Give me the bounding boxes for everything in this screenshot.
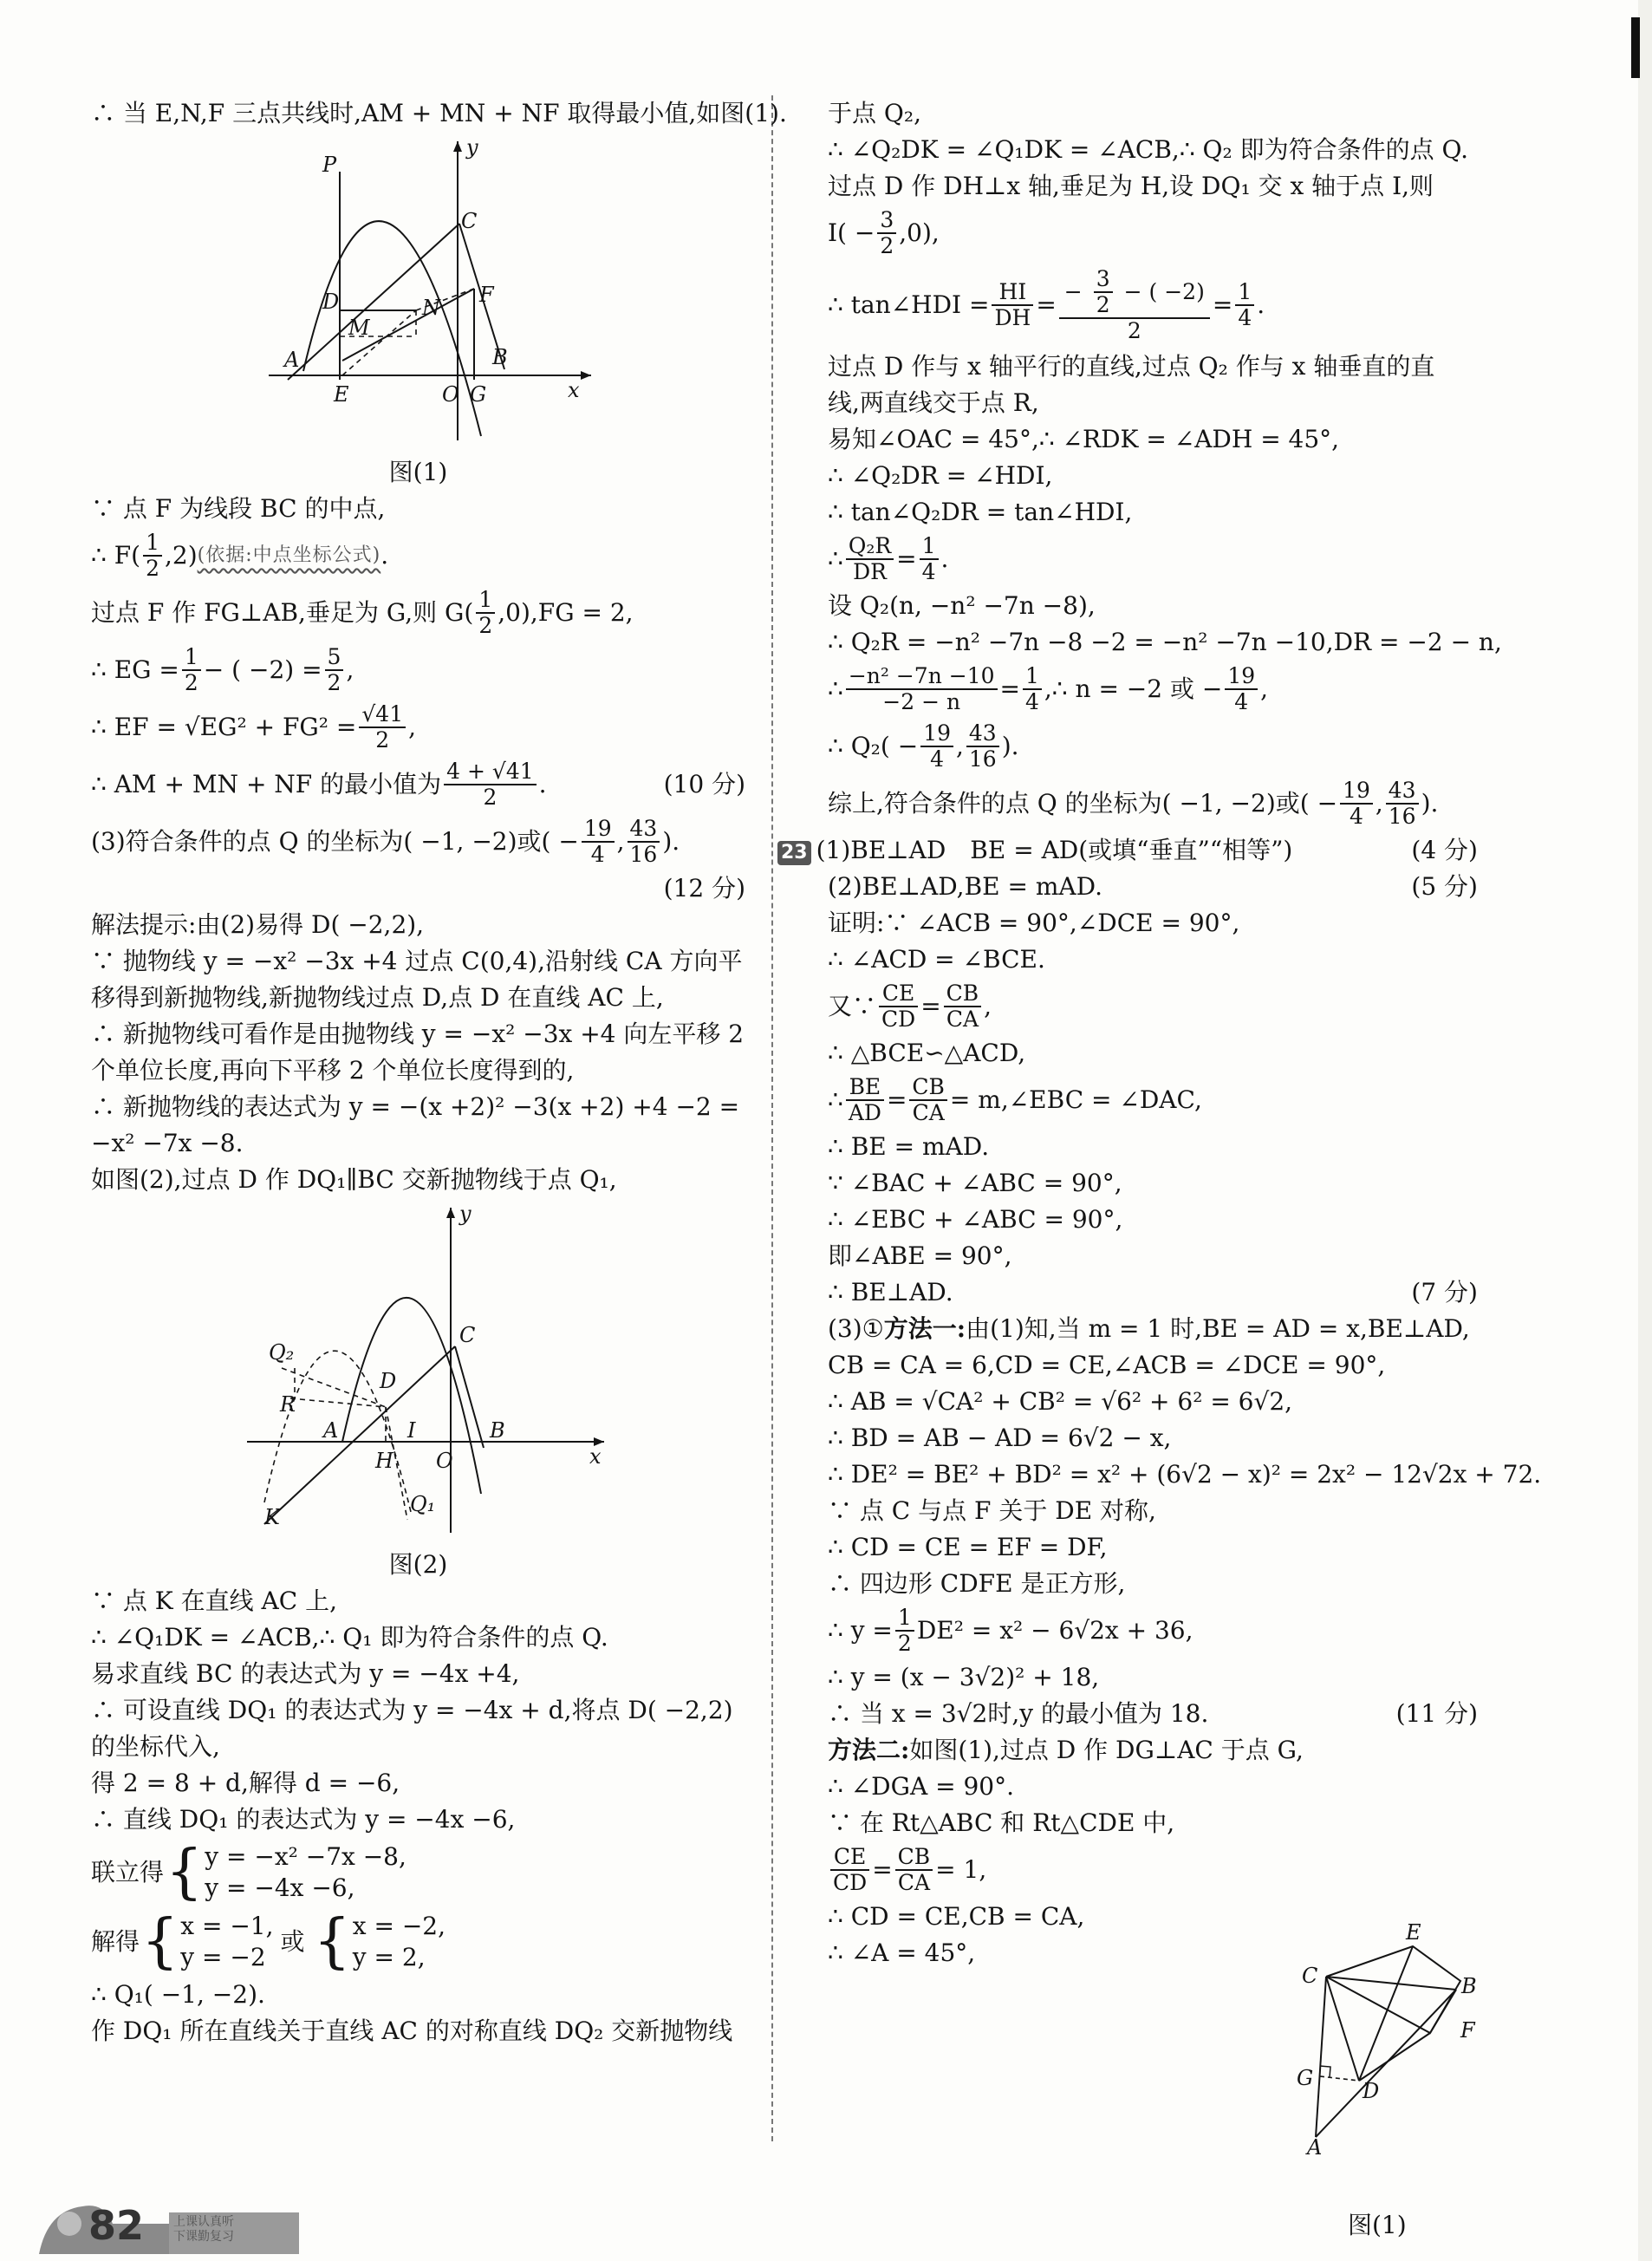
footer-brand — [173, 2215, 234, 2245]
numerator: 3 — [1094, 267, 1113, 293]
denominator: 2 — [478, 613, 493, 638]
fraction — [877, 208, 896, 258]
text: 或 — [280, 1927, 305, 1956]
annotation-note: (依据:中点坐标公式) — [197, 544, 381, 566]
numerator: 1 — [182, 645, 201, 671]
text-line: 易求直线 BC 的表达式为 y = −4x +4, — [91, 1659, 520, 1688]
text-line: 个单位长度,再向下平移 2 个单位长度得到的, — [91, 1056, 575, 1085]
text-line: ∴ 可设直线 DQ₁ 的表达式为 y = −4x + d,将点 D( −2,2) — [91, 1696, 733, 1724]
formula-line — [828, 262, 1478, 349]
numerator: √41 — [359, 702, 406, 728]
text: = — [886, 1085, 907, 1114]
denominator: 2 — [327, 670, 341, 695]
denominator: 4 — [930, 746, 945, 772]
text: ∴ BE⊥AD. — [828, 1278, 953, 1306]
text-line: ∴ CD = CE = EF = DF, — [828, 1533, 1108, 1561]
numerator: 1 — [143, 531, 162, 557]
denominator: CD — [881, 1007, 916, 1032]
text-line: ∴ ∠A = 45°, — [828, 1938, 976, 1967]
fraction — [966, 721, 999, 772]
label-K: K — [264, 1505, 280, 1529]
text: 过点 F 作 FG⊥AB,垂足为 G,则 G( — [91, 598, 474, 627]
label-C: C — [1302, 1964, 1318, 1988]
label-C: C — [459, 1323, 476, 1347]
text: ,∴ n = −2 或 − — [1044, 674, 1223, 703]
text-line: 的坐标代入, — [91, 1732, 220, 1761]
denominator: 2 — [897, 1631, 912, 1656]
text: ∴ tan∠HDI = — [828, 290, 990, 319]
denominator: 16 — [1388, 804, 1416, 829]
figure-2 — [247, 1203, 611, 1541]
score-label: (4 分) — [1411, 836, 1478, 864]
formula-line — [828, 1602, 1478, 1659]
label-O: O — [436, 1449, 453, 1473]
denominator: 2 — [375, 727, 390, 753]
text-line: ∴ 新抛物线的表达式为 y = −(x +2)² −3(x +2) +4 −2 = — [91, 1092, 740, 1121]
page-number: 82 — [88, 2202, 145, 2249]
denominator: 2 — [880, 233, 894, 258]
text-line: −x² −7x −8. — [91, 1129, 244, 1157]
text-line: 得 2 = 8 + d,解得 d = −6, — [91, 1769, 400, 1797]
denominator: 4 — [921, 559, 936, 584]
text: ∴ — [828, 1085, 843, 1114]
fraction — [143, 531, 162, 581]
fraction — [582, 817, 615, 867]
numerator: 1 — [1235, 280, 1254, 306]
numerator: CE — [830, 1845, 869, 1871]
text: , — [1260, 674, 1269, 703]
text: . — [940, 544, 949, 573]
text-line: ∵ 抛物线 y = −x² −3x +4 过点 C(0,4),沿射线 CA 方向平 — [91, 947, 743, 975]
text-line: 作 DQ₁ 所在直线关于直线 AC 的对称直线 DQ₂ 交新抛物线 — [91, 2017, 733, 2045]
text: − — [1063, 279, 1083, 304]
label-Q2: Q₂ — [269, 1340, 295, 1365]
equation-system — [91, 1838, 745, 1907]
text-line: 过点 D 作与 x 轴平行的直线,过点 Q₂ 作与 x 轴垂直的直 — [828, 352, 1435, 381]
numerator: CB — [895, 1845, 933, 1871]
text: , — [956, 732, 964, 760]
label-R: R — [280, 1392, 296, 1417]
text: , — [346, 655, 354, 684]
numerator: 43 — [628, 817, 660, 843]
denominator: DH — [994, 305, 1031, 330]
system — [312, 1907, 446, 1976]
numerator: 1 — [476, 588, 495, 614]
numerator: CB — [909, 1075, 947, 1101]
fraction — [359, 702, 406, 753]
text-line: ∴ 当 E,N,F 三点共线时,AM + MN + NF 取得最小值,如图(1). — [91, 99, 787, 127]
fraction — [1023, 664, 1042, 714]
denominator: 16 — [629, 842, 658, 867]
text: − ( −2) = — [203, 655, 322, 684]
text: 解得 — [91, 1927, 140, 1956]
label-x: x — [568, 378, 580, 402]
row: x = −1, — [180, 1912, 274, 1940]
fraction — [628, 817, 660, 867]
text-line: ∴ 新抛物线可看作是由抛物线 y = −x² −3x +4 向左平移 2 — [91, 1020, 745, 1048]
fraction — [895, 1606, 914, 1656]
text-line: 于点 Q₂, — [828, 99, 921, 127]
numerator: 1 — [1023, 664, 1042, 690]
denominator: 16 — [968, 746, 997, 772]
formula-line — [91, 813, 745, 870]
label-B: B — [492, 345, 508, 369]
label-B: B — [490, 1418, 505, 1443]
text: ∴ EG = — [91, 655, 179, 684]
numerator — [1059, 267, 1210, 319]
fraction — [920, 721, 953, 772]
score-label: (7 分) — [1411, 1278, 1478, 1306]
label-C: C — [461, 209, 478, 233]
figure-1-caption: 图(1) — [388, 458, 448, 486]
text: ∴ Q₂( − — [828, 732, 919, 760]
denominator: 2 — [1096, 292, 1110, 317]
fraction — [476, 588, 495, 638]
text: = — [1036, 290, 1057, 319]
score-label: (11 分) — [1395, 1699, 1478, 1728]
brace-icon: { — [141, 1907, 179, 1976]
text-line: ∴ △BCE∽△ACD, — [828, 1039, 1026, 1067]
text: ). — [1001, 732, 1019, 760]
figure-3-caption: 图(1) — [1348, 2211, 1407, 2239]
text: ∴ F( — [91, 541, 141, 570]
fraction — [909, 1075, 947, 1125]
text: = — [999, 674, 1020, 703]
numerator: 19 — [1340, 779, 1373, 805]
system — [140, 1907, 274, 1976]
denominator: 4 — [1350, 804, 1363, 829]
numerator: BE — [846, 1075, 884, 1101]
label-D: D — [380, 1369, 397, 1393]
label-P: P — [322, 153, 337, 177]
brace-icon: { — [166, 1838, 204, 1906]
text-line: ∴ BE = mAD. — [828, 1132, 990, 1161]
figure-1 — [269, 137, 598, 449]
label-F: F — [1460, 2018, 1475, 2043]
label-I: I — [407, 1418, 416, 1443]
label-G: G — [1297, 2066, 1314, 2090]
text-line: ∴ BD = AB − AD = 6√2 − x, — [828, 1424, 1172, 1452]
text-line: CB = CA = 6,CD = CE,∠ACB = ∠DCE = 90°, — [828, 1351, 1386, 1379]
formula-line — [91, 584, 745, 642]
label-A: A — [284, 348, 300, 372]
text-line — [777, 832, 1478, 869]
denominator: 4 — [1024, 689, 1039, 714]
numerator: 1 — [920, 534, 939, 560]
text-line — [828, 1696, 1478, 1732]
text-line: ∴ ∠Q₂DK = ∠Q₁DK = ∠ACB,∴ Q₂ 即为符合条件的点 Q. — [828, 135, 1468, 164]
fraction — [846, 534, 894, 584]
text: ∴ EF = √EG² + FG² = — [91, 713, 357, 741]
text-line: ∴ AB = √CA² + CB² = √6² + 6² = 6√2, — [828, 1387, 1293, 1416]
text-line: ∴ DE² = BE² + BD² = x² + (6√2 − x)² = 2x² − 12√2x + 72. — [828, 1460, 1542, 1489]
label-Q1: Q₁ — [410, 1492, 436, 1516]
text-line: ∵ 点 F 为线段 BC 的中点, — [91, 494, 386, 523]
formula-line — [91, 642, 745, 699]
text-line: 证明:∵ ∠ACB = 90°,∠DCE = 90°, — [828, 909, 1240, 937]
row: y = 2, — [352, 1943, 426, 1971]
text-line — [828, 869, 1478, 905]
equation-system — [91, 1907, 745, 1977]
fraction — [846, 664, 998, 714]
fraction — [879, 981, 918, 1032]
text-line: ∴ 直线 DQ₁ 的表达式为 y = −4x −6, — [91, 1805, 516, 1834]
numerator: 3 — [877, 208, 896, 234]
label-B: B — [1461, 1974, 1477, 1998]
label-G: G — [470, 382, 487, 407]
numerator: 19 — [920, 721, 953, 747]
text: ,0), — [899, 218, 940, 247]
label-D: D — [1363, 2079, 1380, 2103]
fraction — [1225, 664, 1258, 714]
text-line: 移得到新抛物线,新抛物线过点 D,点 D 在直线 AC 上, — [91, 983, 664, 1012]
numerator: HI — [992, 280, 1033, 306]
text: . — [380, 541, 389, 570]
text: − ( −2) — [1123, 279, 1205, 304]
formula-line — [91, 527, 745, 584]
text-line: ∵ ∠BAC + ∠ABC = 90°, — [828, 1169, 1122, 1197]
text: , — [1375, 789, 1383, 818]
text: 由(1)知,当 m = 1 时,BE = AD = x,BE⊥AD, — [966, 1314, 1470, 1343]
label-y: y — [466, 137, 478, 160]
fraction — [1340, 779, 1373, 829]
score-label: (12 分) — [663, 874, 745, 902]
fraction — [944, 981, 982, 1032]
score-label: (10 分) — [663, 770, 745, 798]
denominator: CD — [833, 1870, 868, 1895]
fraction — [1059, 267, 1210, 343]
text: 如图(1),过点 D 作 DG⊥AC 于点 G, — [909, 1736, 1304, 1764]
denominator: CA — [912, 1100, 945, 1125]
method-label: 方法一: — [883, 1314, 966, 1343]
left-column — [91, 95, 787, 2049]
text: 又∵ — [828, 992, 877, 1020]
numerator: 5 — [325, 645, 344, 671]
text-line: ∴ ∠ACD = ∠BCE. — [828, 945, 1045, 974]
text-line — [828, 1274, 1478, 1311]
formula-line — [828, 775, 1478, 832]
denominator: AD — [848, 1100, 881, 1125]
label-O: O — [442, 382, 459, 407]
footer-mascot-icon — [30, 2193, 308, 2258]
text-line: ∴ ∠Q₂DR = ∠HDI, — [828, 461, 1053, 490]
text: (3)① — [828, 1314, 884, 1343]
text-line: 即∠ABE = 90°, — [828, 1241, 1012, 1270]
text: ∴ y = — [828, 1616, 893, 1645]
fraction — [992, 280, 1033, 330]
text: ,2) — [164, 541, 198, 570]
fraction — [182, 645, 201, 695]
text-line: ∴ Q₂R = −n² −7n −8 −2 = −n² −7n −10,DR = −2 − n, — [828, 628, 1502, 656]
numerator: 19 — [582, 817, 615, 843]
text-line: ∴ ∠EBC + ∠ABC = 90°, — [828, 1205, 1123, 1234]
system-rows — [353, 1911, 446, 1973]
text-line — [828, 1311, 1478, 1347]
fraction — [325, 645, 344, 695]
method-label: 方法二: — [828, 1736, 910, 1764]
system — [164, 1838, 406, 1906]
label-H: H — [375, 1449, 393, 1473]
text: . — [1257, 290, 1265, 319]
row: y = −2 — [180, 1943, 266, 1971]
numerator: CE — [879, 981, 918, 1007]
label-E: E — [1406, 1920, 1421, 1945]
fraction — [846, 1075, 884, 1125]
text: DE² = x² − 6√2x + 36, — [916, 1616, 1193, 1645]
text-line: ∴ CD = CE,CB = CA, — [828, 1902, 1085, 1931]
formula-line — [828, 718, 1478, 775]
text: ∴ AM + MN + NF 的最小值为 — [91, 770, 442, 798]
page-edge — [1638, 0, 1652, 2261]
text: ,0),FG = 2, — [498, 598, 634, 627]
formula-line — [91, 756, 745, 813]
text: = — [896, 544, 917, 573]
text: 综上,符合条件的点 Q 的坐标为( −1, −2)或( − — [828, 789, 1338, 818]
text-line: 如图(2),过点 D 作 DQ₁∥BC 交新抛物线于点 Q₁, — [91, 1165, 617, 1194]
denominator: 2 — [1127, 318, 1141, 343]
label-y: y — [459, 1203, 472, 1226]
text-line: 设 Q₂(n, −n² −7n −8), — [828, 591, 1096, 620]
text-line: ∴ Q₁( −1, −2). — [91, 1980, 265, 2009]
text: ∴ 当 x = 3√2时,y 的最小值为 18. — [828, 1699, 1209, 1728]
denominator: CA — [946, 1007, 979, 1032]
question-number-badge: 23 — [777, 841, 811, 865]
label-D: D — [322, 290, 340, 314]
denominator: 2 — [483, 785, 498, 810]
text-line: ∴ tan∠Q₂DR = tan∠HDI, — [828, 498, 1133, 526]
denominator: −2 − n — [882, 689, 961, 714]
figure-2-caption: 图(2) — [388, 1550, 448, 1579]
text-line: ∴ ∠Q₁DK = ∠ACB,∴ Q₁ 即为符合条件的点 Q. — [91, 1623, 608, 1652]
label-A: A — [1307, 2135, 1323, 2154]
denominator: 2 — [146, 556, 159, 581]
right-column — [781, 95, 1542, 1971]
numerator: CB — [944, 981, 982, 1007]
numerator: Q₂R — [846, 534, 894, 560]
score-line — [91, 870, 745, 907]
formula-line — [828, 205, 1478, 262]
text-line: ∴ ∠DGA = 90°. — [828, 1772, 1015, 1801]
text: , — [984, 992, 992, 1020]
fraction — [895, 1845, 933, 1895]
label-N: N — [422, 296, 440, 320]
system-rows — [180, 1911, 273, 1973]
denominator: 4 — [1238, 305, 1252, 330]
text: . — [538, 770, 547, 798]
denominator: 2 — [184, 670, 198, 695]
denominator: DR — [853, 559, 887, 584]
text-line: 解法提示:由(2)易得 D( −2,2), — [91, 910, 425, 939]
text: ). — [1421, 789, 1439, 818]
text-line: ∴ 四边形 CDFE 是正方形, — [828, 1569, 1126, 1598]
label-F: F — [479, 283, 494, 307]
fraction — [1091, 267, 1115, 317]
text: (1)BE⊥AD BE = AD(或填“垂直”“相等”) — [816, 836, 1293, 864]
label-M: M — [348, 316, 370, 340]
fraction — [830, 1845, 869, 1895]
row: y = −x² −7x −8, — [205, 1842, 406, 1871]
numerator: 19 — [1225, 664, 1258, 690]
text: = m,∠EBC = ∠DAC, — [949, 1085, 1202, 1114]
score-label: (5 分) — [1411, 872, 1478, 901]
text: ). — [662, 827, 680, 856]
figure-3 — [1291, 1920, 1491, 2154]
numerator: 4 + √41 — [444, 759, 537, 785]
numerator: 43 — [966, 721, 999, 747]
fraction — [1235, 280, 1254, 330]
row: x = −2, — [352, 1912, 446, 1940]
label-x: x — [589, 1444, 602, 1469]
text: ∴ — [828, 544, 843, 573]
denominator: CA — [897, 1870, 930, 1895]
formula-line — [828, 1072, 1478, 1129]
text: = — [920, 992, 941, 1020]
label-A: A — [323, 1418, 339, 1443]
text: , — [616, 827, 625, 856]
column-divider — [771, 95, 773, 2141]
text-line: 易知∠OAC = 45°,∴ ∠RDK = ∠ADH = 45°, — [828, 425, 1340, 453]
brace-icon: { — [313, 1907, 351, 1976]
text: ∴ — [828, 674, 843, 703]
text: , — [408, 713, 417, 741]
formula-line — [828, 661, 1478, 718]
denominator: 4 — [590, 842, 605, 867]
text: = — [1212, 290, 1233, 319]
text-line: ∵ 点 C 与点 F 关于 DE 对称, — [828, 1496, 1156, 1525]
text: (3)符合条件的点 Q 的坐标为( −1, −2)或( − — [91, 827, 579, 856]
fraction — [1386, 779, 1419, 829]
formula-line — [828, 531, 1478, 588]
formula-line — [828, 978, 1478, 1035]
numerator: 43 — [1386, 779, 1419, 805]
text-line — [828, 1732, 1478, 1769]
brand-line: 下课勤复习 — [173, 2230, 234, 2244]
fraction — [444, 759, 537, 810]
text: I( − — [828, 218, 875, 247]
row: y = −4x −6, — [205, 1873, 355, 1902]
text-line: 过点 D 作 DH⊥x 轴,垂足为 H,设 DQ₁ 交 x 轴于点 I,则 — [828, 172, 1434, 200]
text: = 1, — [935, 1855, 987, 1884]
text-line: ∵ 在 Rt△ABC 和 Rt△CDE 中, — [828, 1808, 1175, 1837]
text: = — [872, 1855, 893, 1884]
text: (2)BE⊥AD,BE = mAD. — [828, 872, 1102, 901]
system-rows — [205, 1841, 406, 1904]
label-E: E — [334, 382, 349, 407]
brand-line: 上课认真听 — [173, 2215, 234, 2229]
text: 联立得 — [91, 1858, 165, 1886]
text-line: ∴ y = (x − 3√2)² + 18, — [828, 1663, 1100, 1691]
fraction — [920, 534, 939, 584]
formula-line — [828, 1841, 1478, 1899]
denominator: 4 — [1234, 689, 1249, 714]
text-line: ∵ 点 K 在直线 AC 上, — [91, 1587, 337, 1615]
text-line: 线,两直线交于点 R, — [828, 388, 1039, 417]
edge-bar — [1631, 17, 1640, 78]
formula-line — [91, 699, 745, 756]
numerator: 1 — [895, 1606, 914, 1632]
numerator: −n² −7n −10 — [846, 664, 998, 690]
